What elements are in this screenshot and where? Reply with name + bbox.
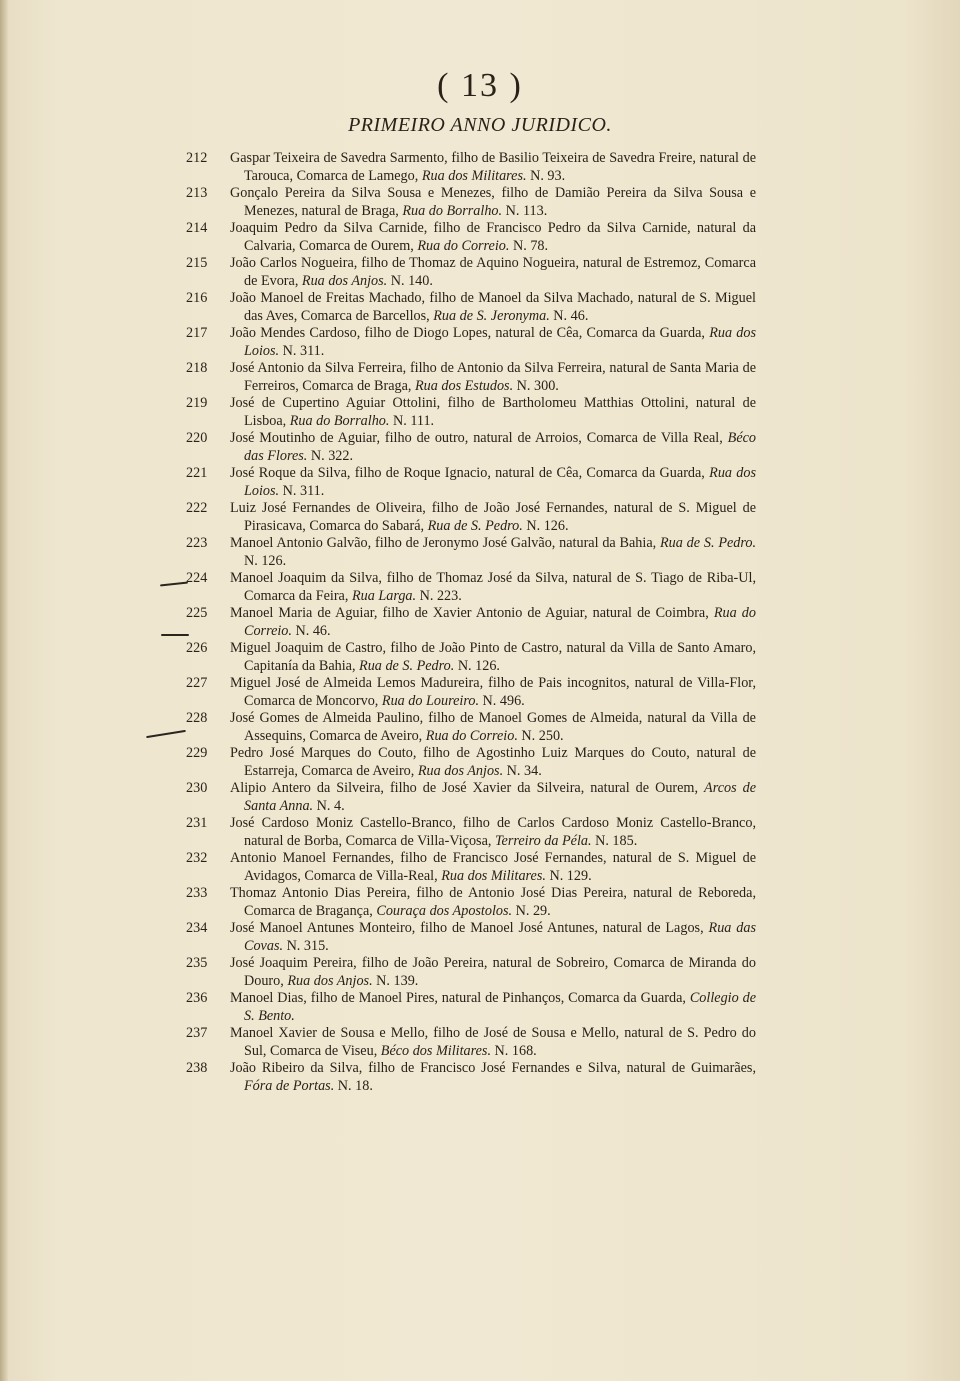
entry-address: Couraça dos Apostolos. [376, 902, 513, 919]
entry-house-number: N. 18. [337, 1077, 373, 1094]
entry-number: 221 [186, 465, 208, 481]
entry-text [230, 290, 756, 325]
entry-house-number: N. 111. [392, 412, 435, 429]
list-item [186, 1060, 756, 1095]
list-item [186, 535, 756, 570]
entry-address: Rua das Covas. [244, 920, 757, 954]
entry-house-number: N. 126. [244, 552, 287, 569]
entry-text [230, 360, 756, 395]
entry-number: 228 [186, 710, 208, 726]
entry-address: Rua Larga. [351, 587, 417, 604]
entry-description: Manoel Dias, filho de Manoel Pires, natural de Pinhanços, Comarca da Guarda, [230, 990, 686, 1006]
student-list [186, 150, 756, 1095]
entry-number: 225 [186, 605, 208, 621]
entry-description: Miguel José de Almeida Lemos Madureira, filho de Pais incognitos, natural de Villa-Flor, Comarca de Moncorvo, [230, 675, 756, 709]
entry-description: João Carlos Nogueira, filho de Thomaz de Aquino Nogueira, natural de Estremoz, Comarca de Evora, [230, 255, 756, 289]
entry-description: Gaspar Teixeira de Savedra Sarmento, filho de Basilio Teixeira de Savedra Freire, natural de Tarouca, Comarca de Lamego, [230, 150, 756, 184]
entry-address: Rua de S. Jeronyma. [433, 307, 550, 324]
entry-text [230, 465, 756, 500]
entry-text [230, 885, 756, 920]
entry-house-number: N. 300. [516, 377, 559, 394]
entry-house-number: N. 113. [505, 202, 548, 219]
list-item [186, 885, 756, 920]
entry-description: Manoel Joaquim da Silva, filho de Thomaz José da Silva, natural de S. Tiago de Riba-Ul, Comarca da Feira, [230, 570, 756, 604]
entry-number: 234 [186, 920, 208, 936]
entry-address: Rua de S. Pedro. [660, 535, 757, 551]
entry-text [230, 745, 756, 780]
entry-number: 230 [186, 780, 208, 796]
entry-description: José Roque da Silva, filho de Roque Ignacio, natural de Cêa, Comarca da Guarda, [230, 465, 705, 481]
list-item [186, 780, 756, 815]
entry-description: José Moutinho de Aguiar, filho de outro, natural de Arroios, Comarca de Villa Real, [230, 430, 723, 446]
entry-description: João Mendes Cardoso, filho de Diogo Lopes, natural de Cêa, Comarca da Guarda, [230, 325, 705, 341]
entry-house-number: N. 4. [316, 797, 345, 814]
list-item [186, 395, 756, 430]
entry-address: Rua dos Militares. [441, 867, 546, 884]
entry-text [230, 815, 756, 850]
list-item [186, 640, 756, 675]
entry-house-number: N. 78. [512, 237, 549, 254]
entry-number: 219 [186, 395, 208, 411]
entry-number: 236 [186, 990, 208, 1006]
entry-text [230, 920, 756, 955]
entry-number: 217 [186, 325, 208, 341]
entry-description: Manoel Antonio Galvão, filho de Jeronymo José Galvão, natural da Bahia, [230, 535, 657, 551]
list-item [186, 850, 756, 885]
entry-description: José Gomes de Almeida Paulino, filho de Manoel Gomes de Almeida, natural da Villa de Assequins, Comarca de Aveiro, [230, 710, 756, 744]
entry-description: José Cardoso Moniz Castello-Branco, filho de Carlos Cardoso Moniz Castello-Branco, natural de Borba, Comarca de Villa-Viçosa, [230, 815, 756, 849]
entry-address: Béco das Flores. [244, 430, 757, 464]
entry-address: Rua do Correio. [417, 237, 510, 254]
entry-address: Rua do Correio. [244, 605, 756, 639]
entry-house-number: N. 139. [376, 972, 419, 989]
list-item [186, 745, 756, 780]
entry-house-number: N. 322. [310, 447, 354, 464]
entry-address: Rua dos Anjos. [287, 972, 373, 989]
list-item [186, 955, 756, 990]
entry-house-number: N. 496. [482, 692, 525, 709]
entry-text [230, 675, 756, 710]
entry-text [230, 395, 756, 430]
entry-text [230, 325, 756, 360]
entry-address: Rua dos Loios. [244, 325, 757, 359]
entry-house-number: N. 185. [595, 832, 638, 849]
list-item [186, 430, 756, 465]
entry-address: Rua dos Anjos. [417, 762, 504, 779]
list-item [186, 220, 756, 255]
entry-address: Rua do Borralho. [289, 412, 390, 429]
entry-text [230, 1025, 756, 1060]
entry-description: João Manoel de Freitas Machado, filho de Manoel da Silva Machado, natural de S. Miguel das Aves, Comarca de Barcellos, [230, 290, 756, 324]
entry-text [230, 220, 756, 255]
list-item [186, 500, 756, 535]
entry-address: Rua de S. Pedro. [359, 657, 455, 674]
entry-number: 224 [186, 570, 208, 586]
entry-text [230, 850, 756, 885]
entry-number: 222 [186, 500, 208, 516]
page-edge [0, 0, 8, 1381]
entry-text [230, 710, 756, 745]
entry-text [230, 990, 756, 1025]
entry-description: Antonio Manoel Fernandes, filho de Francisco José Fernandes, natural de S. Miguel de Avidagos, Comarca de Villa-Real, [230, 850, 756, 884]
page-number: ( 13 ) [437, 67, 523, 104]
list-item [186, 990, 756, 1025]
handwritten-mark-222 [160, 582, 188, 587]
entry-description: Pedro José Marques do Couto, filho de Agostinho Luiz Marques do Couto, natural de Estarreja, Comarca de Aveiro, [230, 745, 756, 779]
entry-address: Terreiro da Péla. [494, 832, 592, 849]
entry-house-number: N. 93. [530, 167, 566, 184]
entry-number: 233 [186, 885, 208, 901]
list-item [186, 570, 756, 605]
entry-description: Thomaz Antonio Dias Pereira, filho de Antonio José Dias Pereira, natural de Reboreda, Comarca de Bragança, [230, 885, 756, 919]
entry-description: Alipio Antero da Silveira, filho de José Xavier da Silveira, natural de Ourem, [230, 780, 699, 796]
entry-house-number: N. 311. [282, 482, 325, 499]
entry-text [230, 150, 756, 185]
entry-house-number: N. 311. [282, 342, 325, 359]
entry-number: 235 [186, 955, 208, 971]
entry-number: 232 [186, 850, 208, 866]
entry-text [230, 780, 756, 815]
page-header [0, 66, 960, 137]
entry-number: 218 [186, 360, 208, 376]
entry-number: 227 [186, 675, 208, 691]
entry-number: 212 [186, 150, 208, 166]
entry-description: José Antonio da Silva Ferreira, filho de Antonio da Silva Ferreira, natural de Santa Maria de Ferreiros, Comarca de Braga, [230, 360, 756, 394]
list-item [186, 150, 756, 185]
entry-number: 231 [186, 815, 208, 831]
entry-house-number: N. 168. [494, 1042, 537, 1059]
entry-number: 229 [186, 745, 208, 761]
list-item [186, 325, 756, 360]
entry-number: 214 [186, 220, 208, 236]
entry-address: Rua dos Estudos. [414, 377, 514, 394]
list-item [186, 710, 756, 745]
entry-house-number: N. 29. [515, 902, 551, 919]
entry-address: Rua do Correio. [425, 727, 518, 744]
entry-description: Miguel Joaquim de Castro, filho de João Pinto de Castro, natural da Villa de Santo Amaro, Capitanía da Bahia, [230, 640, 756, 674]
entry-address: Rua de S. Pedro. [427, 517, 523, 534]
entry-number: 237 [186, 1025, 208, 1041]
entry-description: João Ribeiro da Silva, filho de Francisco José Fernandes e Silva, natural de Guimarães, [230, 1060, 756, 1076]
entry-text [230, 500, 756, 535]
entry-description: José de Cupertino Aguiar Ottolini, filho de Bartholomeu Matthias Ottolini, natural de Lisboa, [230, 395, 756, 429]
entry-address: Rua dos Anjos. [301, 272, 388, 289]
entry-house-number: N. 46. [553, 307, 589, 324]
entry-house-number: N. 126. [457, 657, 500, 674]
entry-address: Rua do Borralho. [402, 202, 503, 219]
entry-number: 220 [186, 430, 208, 446]
entry-number: 238 [186, 1060, 208, 1076]
entry-description: José Joaquim Pereira, filho de João Pereira, natural de Sobreiro, Comarca de Miranda do Douro, [230, 955, 756, 989]
entry-description: Joaquim Pedro da Silva Carnide, filho de Francisco Pedro da Silva Carnide, natural da Calvaria, Comarca de Ourem, [230, 220, 756, 254]
entry-number: 223 [186, 535, 208, 551]
entry-address: Fóra de Portas. [244, 1077, 335, 1094]
entry-house-number: N. 46. [295, 622, 331, 639]
list-item [186, 465, 756, 500]
entry-address: Arcos de Santa Anna. [244, 780, 757, 814]
entry-number: 226 [186, 640, 208, 656]
entry-text [230, 605, 756, 640]
list-item [186, 360, 756, 395]
entry-address: Collegio de S. Bento. [244, 990, 757, 1024]
entry-number: 216 [186, 290, 208, 306]
list-item [186, 1025, 756, 1060]
entry-text [230, 255, 756, 290]
entry-description: Manoel Maria de Aguiar, filho de Xavier Antonio de Aguiar, natural de Coimbra, [230, 605, 709, 621]
entry-description: Luiz José Fernandes de Oliveira, filho de João José Fernandes, natural de S. Miguel de Pirasicava, Comarca do Sabará, [230, 500, 756, 534]
entry-address: Rua dos Loios. [244, 465, 757, 499]
entry-text [230, 640, 756, 675]
entry-text [230, 430, 756, 465]
entry-house-number: N. 250. [521, 727, 564, 744]
entry-text [230, 185, 756, 220]
list-item [186, 675, 756, 710]
entry-description: Manoel Xavier de Sousa e Mello, filho de José de Sousa e Mello, natural de S. Pedro do Sul, Comarca de Viseu, [230, 1025, 756, 1059]
entry-description: Gonçalo Pereira da Silva Sousa e Menezes, filho de Damião Pereira da Silva Sousa e Menezes, natural de Braga, [230, 185, 756, 219]
list-item [186, 255, 756, 290]
entry-text [230, 1060, 756, 1095]
entry-text [230, 570, 756, 605]
entry-house-number: N. 126. [526, 517, 569, 534]
list-item [186, 605, 756, 640]
entry-text [230, 535, 756, 570]
handwritten-mark-226 [146, 730, 186, 738]
section-title: PRIMEIRO ANNO JURIDICO. [348, 114, 612, 136]
entry-house-number: N. 140. [390, 272, 433, 289]
list-item [186, 290, 756, 325]
entry-description: José Manoel Antunes Monteiro, filho de Manoel José Antunes, natural de Lagos, [230, 920, 704, 936]
entry-number: 213 [186, 185, 208, 201]
entry-address: Rua do Loureiro. [381, 692, 479, 709]
list-item [186, 920, 756, 955]
entry-address: Béco dos Militares. [380, 1042, 491, 1059]
entry-house-number: N. 315. [286, 937, 329, 954]
entry-house-number: N. 34. [506, 762, 542, 779]
handwritten-mark-223 [161, 634, 189, 636]
entry-number: 215 [186, 255, 208, 271]
list-item [186, 815, 756, 850]
list-item [186, 185, 756, 220]
entry-house-number: N. 223. [419, 587, 462, 604]
entry-address: Rua dos Militares. [421, 167, 527, 184]
entry-house-number: N. 129. [549, 867, 592, 884]
entry-text [230, 955, 756, 990]
